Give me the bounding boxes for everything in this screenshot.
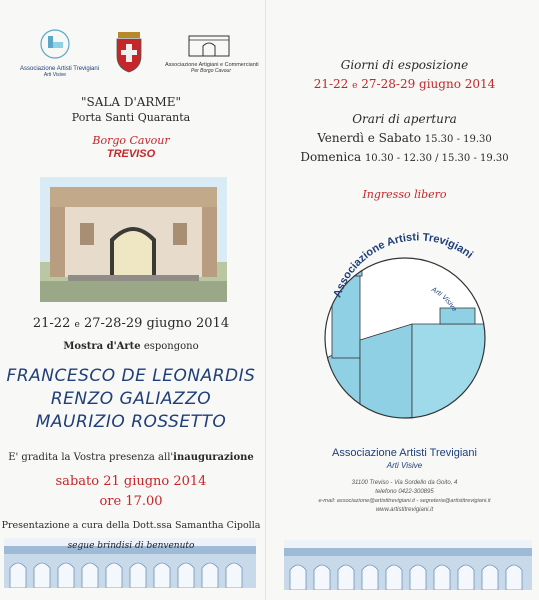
exhibition-dates: [0, 316, 262, 331]
assoc-phone: telefono 0422-300895: [375, 489, 434, 495]
gate-photo: [40, 177, 227, 302]
days-title: Giorni di esposizione: [340, 58, 469, 72]
hours-sunday-time: 10.30 - 12.30 / 15.30 - 19.30: [364, 153, 509, 164]
arcade-sketch-right-icon: [284, 540, 532, 590]
aat-logo-icon: [20, 28, 90, 62]
invitation-line: [0, 452, 262, 463]
hours-title: Orari di apertura: [352, 112, 457, 126]
dates-and: e: [74, 320, 80, 330]
mostra-line: [0, 341, 262, 352]
mostra-label: Mostra d'Arte: [63, 341, 141, 352]
artist-1: FRANCESCO DE LEONARDIS: [6, 366, 256, 386]
hours-weekend-days: Venerdì e Sabato: [317, 131, 421, 145]
association-emblem: [300, 228, 510, 438]
right-dates-part-2: 27-28-29 giugno 2014: [361, 77, 496, 91]
assoc-email: e-mail: associazione@artistitrevigiani.it - segreteria@artistitrevigiani.it: [318, 498, 491, 504]
right-dates: [270, 77, 539, 91]
inauguration-word: inaugurazione: [173, 452, 254, 463]
city-label: TREVISO: [106, 148, 156, 160]
entry-label: Ingresso libero: [362, 188, 447, 201]
gate-sketch-icon: [165, 32, 257, 58]
commerce-logo-name: Associazione Artigiani e Commercianti: [165, 62, 259, 68]
city-crest: [112, 30, 146, 78]
artist-3: MAURIZIO ROSSETTO: [35, 412, 227, 432]
brindisi-line: segue brindisi di benvenuto: [67, 541, 195, 551]
hours-sunday-day: Domenica: [300, 150, 362, 164]
hours-weekend-time: 15.30 - 19.30: [424, 134, 492, 145]
right-dates-part-1: 21-22: [313, 77, 349, 91]
arcade-strip-right: [284, 540, 532, 590]
invitation-text: E' gradita la Vostra presenza all': [8, 452, 174, 463]
hours-sunday: [270, 150, 539, 164]
assoc-address: 31100 Treviso - Via Sordello da Goito, 4: [351, 480, 458, 486]
venue-subtitle: Porta Santi Quaranta: [71, 111, 191, 124]
emblem-ring-sub: Arti Visive: [430, 286, 458, 313]
borgo-label: Borgo Cavour: [92, 134, 170, 147]
artist-2: RENZO GALIAZZO: [50, 389, 212, 409]
right-panel: [270, 0, 539, 600]
emblem-graphic-icon: [300, 228, 510, 438]
presentation-line: Presentazione a cura della Dott.ssa Samantha Cipolla: [1, 520, 261, 531]
espongono-label: espongono: [143, 341, 199, 352]
assoc-sub: Arti Visive: [386, 461, 423, 470]
inauguration-time: ore 17.00: [99, 494, 163, 509]
commerce-logo: [165, 32, 257, 82]
aat-logo: [20, 28, 100, 80]
right-dates-and: e: [352, 81, 358, 91]
aat-logo-name: Associazione Artisti Trevigiani: [20, 66, 100, 72]
crest-icon: [112, 30, 146, 74]
assoc-website: www.artistitrevigiani.it: [375, 507, 434, 513]
dates-part-2: 27-28-29 giugno 2014: [83, 316, 230, 331]
assoc-name: Associazione Artisti Trevigiani: [332, 447, 477, 459]
hours-weekend: [270, 131, 539, 145]
commerce-logo-sub: Per Borgo Cavour: [190, 68, 232, 74]
emblem-ring-title: Associazione Artisti Trevigiani: [331, 231, 476, 300]
fold-line: [265, 0, 266, 600]
aat-logo-sub: Arti Visive: [43, 72, 67, 78]
dates-part-1: 21-22: [32, 316, 71, 331]
inauguration-date: sabato 21 giugno 2014: [55, 474, 207, 489]
venue-title: "SALA D'ARME": [80, 95, 182, 109]
left-panel: [0, 0, 262, 600]
